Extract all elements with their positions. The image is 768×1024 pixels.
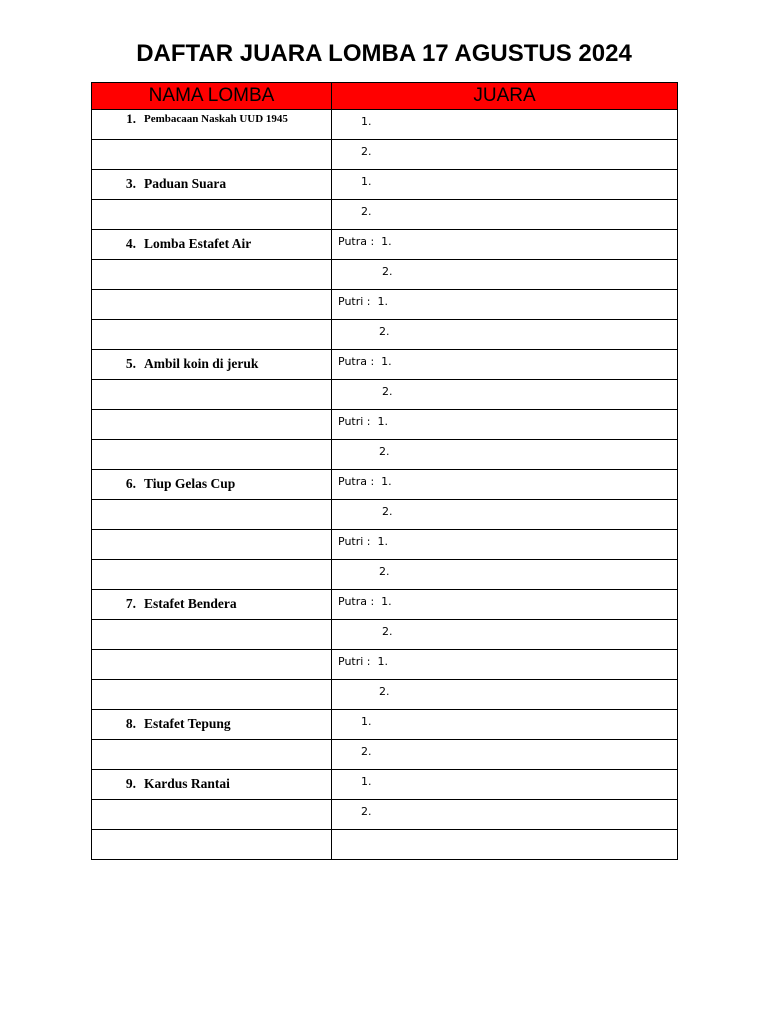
header-nama-lomba: NAMA LOMBA — [92, 83, 332, 110]
table-row — [92, 230, 678, 260]
table-body — [92, 110, 678, 860]
lomba-entry — [92, 470, 331, 492]
table-row — [92, 380, 678, 410]
cell-juara — [332, 800, 678, 830]
table-row — [92, 440, 678, 470]
juara-entry: Putra : 1. — [338, 355, 392, 368]
lomba-entry — [92, 230, 331, 252]
cell-juara — [332, 230, 678, 260]
cell-nama-lomba — [92, 740, 332, 770]
table-row — [92, 200, 678, 230]
juara-entry: Putri : 1. — [338, 415, 388, 428]
cell-juara — [332, 200, 678, 230]
cell-juara — [332, 440, 678, 470]
cell-juara — [332, 320, 678, 350]
lomba-name: Ambil koin di jeruk — [144, 356, 259, 371]
cell-nama-lomba — [92, 230, 332, 260]
cell-nama-lomba — [92, 260, 332, 290]
cell-nama-lomba — [92, 200, 332, 230]
juara-entry: Putri : 1. — [338, 535, 388, 548]
lomba-number: 1. — [126, 111, 136, 126]
cell-nama-lomba — [92, 710, 332, 740]
cell-juara — [332, 380, 678, 410]
juara-entry: 2. — [379, 325, 390, 338]
table-row — [92, 410, 678, 440]
cell-juara — [332, 170, 678, 200]
lomba-entry — [92, 770, 331, 792]
juara-entry: 2. — [361, 145, 372, 158]
cell-nama-lomba — [92, 110, 332, 140]
cell-juara — [332, 770, 678, 800]
cell-juara — [332, 470, 678, 500]
cell-nama-lomba — [92, 590, 332, 620]
cell-nama-lomba — [92, 170, 332, 200]
juara-entry: 1. — [361, 115, 372, 128]
table-row — [92, 560, 678, 590]
lomba-name: Paduan Suara — [144, 176, 227, 191]
table-row — [92, 740, 678, 770]
juara-entry: Putri : 1. — [338, 295, 388, 308]
lomba-number: 4. — [125, 236, 136, 251]
lomba-number: 8. — [125, 716, 136, 731]
juara-entry: 2. — [379, 565, 390, 578]
lomba-entry — [92, 170, 331, 192]
table-row — [92, 110, 678, 140]
cell-juara — [332, 530, 678, 560]
juara-entry: 1. — [361, 175, 372, 188]
lomba-name: Estafet Bendera — [144, 596, 237, 611]
lomba-name: Kardus Rantai — [144, 776, 230, 791]
table-row — [92, 650, 678, 680]
lomba-number: 6. — [125, 476, 136, 491]
table-row — [92, 500, 678, 530]
cell-nama-lomba — [92, 680, 332, 710]
table-row — [92, 590, 678, 620]
table-row — [92, 830, 678, 860]
lomba-name: Tiup Gelas Cup — [144, 476, 236, 491]
cell-juara — [332, 260, 678, 290]
cell-juara — [332, 500, 678, 530]
lomba-entry — [92, 110, 331, 127]
table-row — [92, 350, 678, 380]
table-row — [92, 470, 678, 500]
lomba-name: Estafet Tepung — [144, 716, 231, 731]
juara-entry: 2. — [382, 265, 393, 278]
cell-juara — [332, 350, 678, 380]
table-row — [92, 320, 678, 350]
cell-nama-lomba — [92, 380, 332, 410]
cell-juara — [332, 830, 678, 860]
lomba-entry — [92, 710, 331, 732]
juara-entry: 2. — [379, 445, 390, 458]
cell-juara — [332, 620, 678, 650]
juara-entry: 2. — [379, 685, 390, 698]
table-row — [92, 800, 678, 830]
lomba-number: 7. — [125, 596, 136, 611]
juara-entry: 1. — [361, 775, 372, 788]
table-row — [92, 770, 678, 800]
cell-nama-lomba — [92, 560, 332, 590]
lomba-name: Pembacaan Naskah UUD 1945 — [144, 113, 288, 125]
lomba-entry — [92, 590, 331, 612]
cell-nama-lomba — [92, 350, 332, 380]
juara-entry: 2. — [361, 205, 372, 218]
cell-nama-lomba — [92, 440, 332, 470]
table-row — [92, 290, 678, 320]
cell-nama-lomba — [92, 800, 332, 830]
cell-juara — [332, 680, 678, 710]
cell-juara — [332, 710, 678, 740]
cell-nama-lomba — [92, 530, 332, 560]
cell-nama-lomba — [92, 620, 332, 650]
cell-nama-lomba — [92, 410, 332, 440]
lomba-name: Lomba Estafet Air — [144, 236, 252, 251]
cell-nama-lomba — [92, 650, 332, 680]
header-juara: JUARA — [332, 83, 678, 110]
juara-entry: 2. — [361, 745, 372, 758]
page-title: DAFTAR JUARA LOMBA 17 AGUSTUS 2024 — [136, 40, 632, 67]
cell-juara — [332, 590, 678, 620]
winners-table — [91, 82, 678, 860]
cell-nama-lomba — [92, 290, 332, 320]
juara-entry: 1. — [361, 715, 372, 728]
juara-entry: 2. — [382, 385, 393, 398]
table-row — [92, 620, 678, 650]
cell-nama-lomba — [92, 140, 332, 170]
table-row — [92, 710, 678, 740]
cell-juara — [332, 410, 678, 440]
lomba-number: 5. — [125, 356, 136, 371]
lomba-entry — [92, 350, 331, 372]
juara-entry: Putri : 1. — [338, 655, 388, 668]
juara-entry: 2. — [361, 805, 372, 818]
table-row — [92, 260, 678, 290]
cell-juara — [332, 740, 678, 770]
juara-entry: Putra : 1. — [338, 235, 392, 248]
cell-juara — [332, 560, 678, 590]
cell-juara — [332, 110, 678, 140]
cell-nama-lomba — [92, 470, 332, 500]
cell-juara — [332, 140, 678, 170]
table-row — [92, 140, 678, 170]
cell-nama-lomba — [92, 770, 332, 800]
cell-nama-lomba — [92, 500, 332, 530]
cell-juara — [332, 290, 678, 320]
juara-entry: 2. — [382, 505, 393, 518]
cell-nama-lomba — [92, 830, 332, 860]
table-header-row — [92, 83, 678, 110]
juara-entry: 2. — [382, 625, 393, 638]
juara-entry: Putra : 1. — [338, 595, 392, 608]
table-row — [92, 680, 678, 710]
juara-entry: Putra : 1. — [338, 475, 392, 488]
table-row — [92, 530, 678, 560]
cell-nama-lomba — [92, 320, 332, 350]
table-row — [92, 170, 678, 200]
cell-juara — [332, 650, 678, 680]
lomba-number: 9. — [125, 776, 136, 791]
lomba-number: 3. — [125, 176, 136, 191]
